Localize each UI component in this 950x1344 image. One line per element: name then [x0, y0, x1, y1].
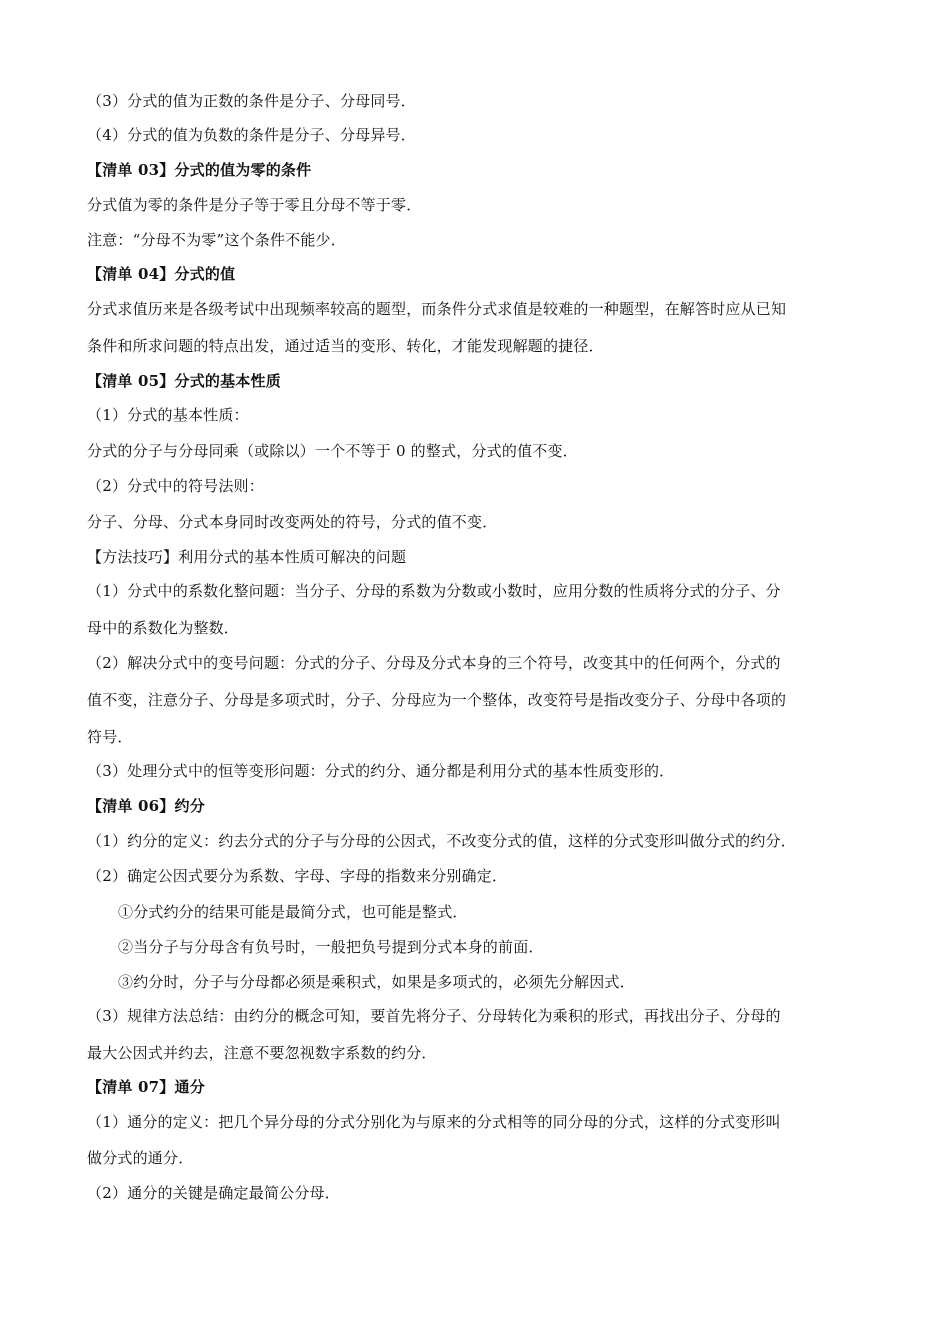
text-line: 母中的系数化为整数． [87, 619, 240, 637]
text-line: （1）约分的定义：约去分式的分子与分母的公因式，不改变分式的值，这样的分式变形叫做分式的约分． [87, 832, 796, 850]
section-heading: 【清单 06】约分 [87, 797, 205, 815]
text-line: （2）解决分式中的变号问题：分式的分子、分母及分式本身的三个符号，改变其中的任何两个，分式的 [87, 654, 781, 672]
text-line: （3）规律方法总结：由约分的概念可知，要首先将分子、分母转化为乘积的形式，再找出分子、分母的 [87, 1007, 781, 1025]
text-line: 条件和所求问题的特点出发，通过适当的变形、转化，才能发现解题的捷径． [87, 337, 604, 355]
text-line: 做分式的通分． [87, 1149, 194, 1167]
text-line: 分式值为零的条件是分子等于零且分母不等于零． [87, 196, 422, 214]
text-line: 分式的分子与分母同乘（或除以）一个不等于 0 的整式，分式的值不变． [87, 442, 578, 460]
text-line: （2）确定公因式要分为系数、字母、字母的指数来分别确定． [87, 867, 508, 885]
text-line: 分式求值历来是各级考试中出现频率较高的题型，而条件分式求值是较难的一种题型，在解答时应从已知 [87, 300, 787, 318]
text-line: 最大公因式并约去，注意不要忽视数字系数的约分． [87, 1044, 437, 1062]
list-item: ①分式约分的结果可能是最简分式，也可能是整式． [118, 903, 468, 921]
text-line: （2）通分的关键是确定最简公分母． [87, 1184, 340, 1202]
text-line: 符号． [87, 728, 133, 746]
section-heading: 【清单 03】分式的值为零的条件 [87, 161, 312, 179]
text-line: （2）分式中的符号法则： [87, 477, 264, 495]
method-heading: 【方法技巧】利用分式的基本性质可解决的问题 [87, 548, 407, 566]
list-item: ③约分时，分子与分母都必须是乘积式，如果是多项式的，必须先分解因式． [118, 973, 635, 991]
section-heading: 【清单 07】通分 [87, 1078, 205, 1096]
text-line: （1）分式的基本性质： [87, 406, 249, 424]
section-heading: 【清单 04】分式的值 [87, 265, 236, 283]
text-line: 注意：“分母不为零”这个条件不能少． [87, 231, 346, 249]
text-line: （3）分式的值为正数的条件是分子、分母同号． [87, 92, 416, 110]
text-line: （1）分式中的系数化整问题：当分子、分母的系数为分数或小数时，应用分数的性质将分式的分子、分 [87, 582, 781, 600]
text-line: 分子、分母、分式本身同时改变两处的符号，分式的值不变． [87, 513, 498, 531]
list-item: ②当分子与分母含有负号时，一般把负号提到分式本身的前面． [118, 938, 544, 956]
text-line: 值不变，注意分子、分母是多项式时，分子、分母应为一个整体，改变符号是指改变分子、分母中各项的 [87, 691, 787, 709]
text-line: （1）通分的定义：把几个异分母的分式分别化为与原来的分式相等的同分母的分式，这样的分式变形叫 [87, 1113, 781, 1131]
text-line: （3）处理分式中的恒等变形问题：分式的约分、通分都是利用分式的基本性质变形的． [87, 762, 675, 780]
section-heading: 【清单 05】分式的基本性质 [87, 372, 281, 390]
text-line: （4）分式的值为负数的条件是分子、分母异号． [87, 126, 416, 144]
